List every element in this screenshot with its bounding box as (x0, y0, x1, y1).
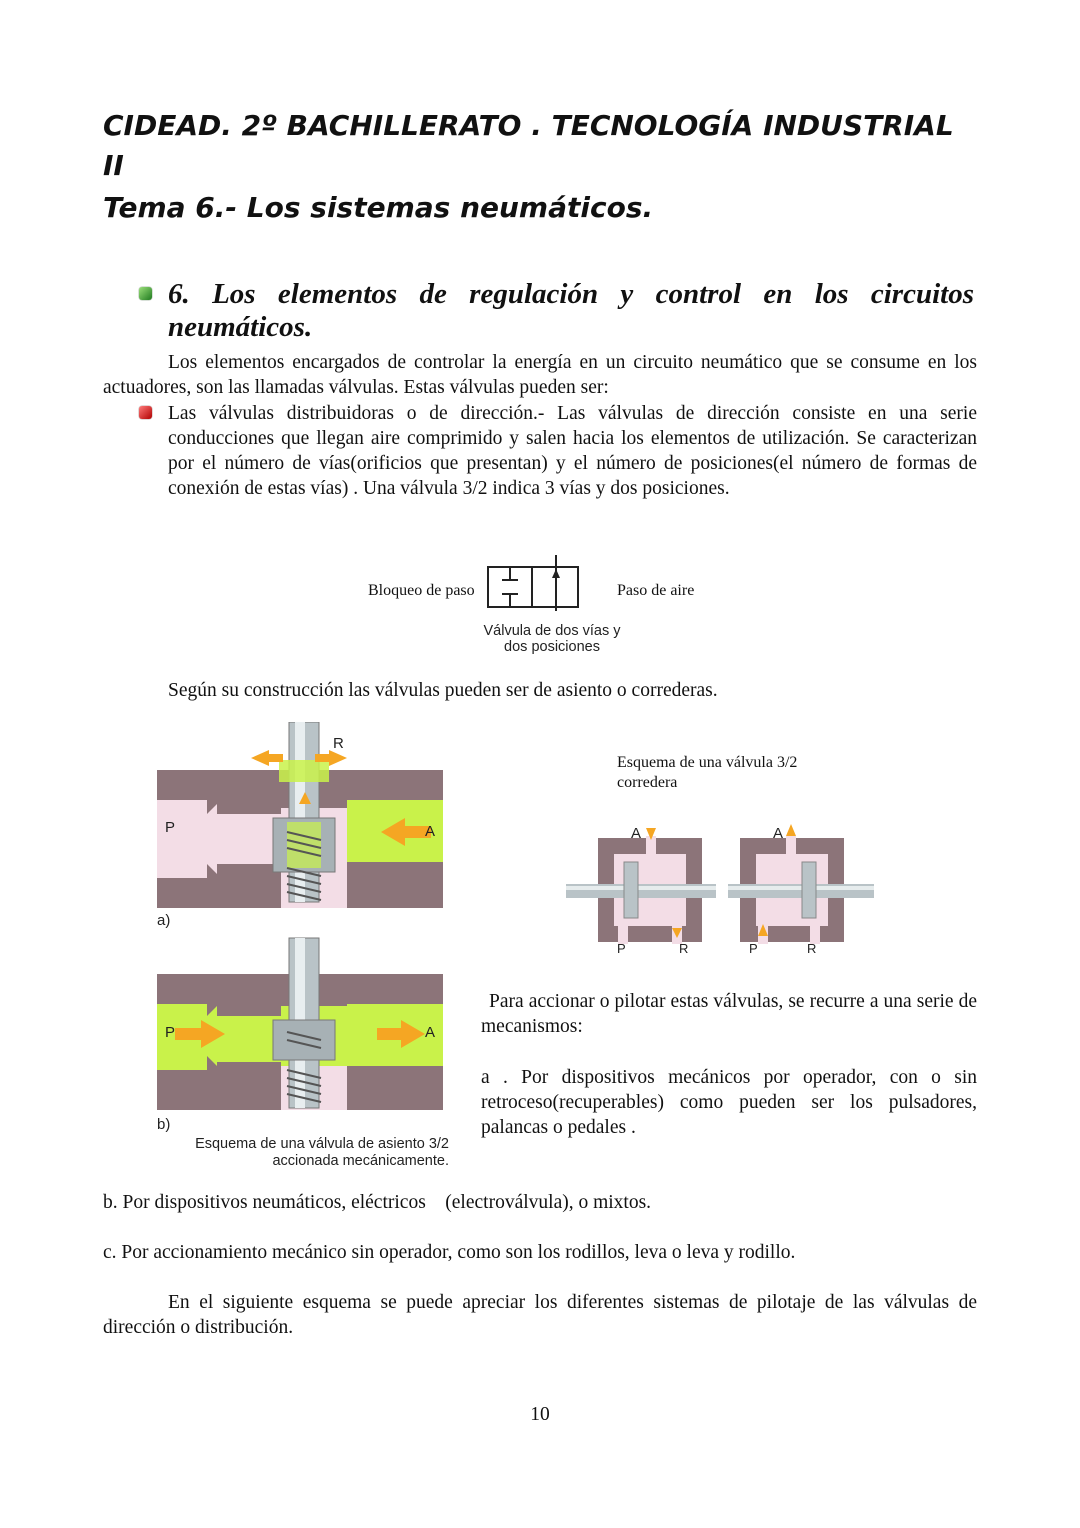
red-bullet-icon (139, 406, 152, 419)
closing-paragraph: En el siguiente esquema se puede apreciar los diferentes sistemas de pilotaje de las válvulas de dirección o distribución. (103, 1292, 977, 1338)
slide-right-p: P (749, 941, 758, 956)
slide-valve-diagram (562, 818, 876, 948)
seat-valve-caption (193, 1136, 449, 1170)
option-b-paragraph: b. Por dispositivos neumáticos, eléctricos (electroválvula), o mixtos. (103, 1192, 652, 1213)
construction-paragraph: Según su construcción las válvulas pueden ser de asiento o correderas. (168, 680, 718, 701)
label-p-a: P (165, 819, 176, 836)
topic-title: Tema 6.- Los sistemas neumáticos. (103, 191, 654, 224)
option-c-paragraph: c. Por accionamiento mecánico sin operador, como son los rodillos, leva o leva y rodillo. (103, 1242, 796, 1263)
slide-left-r: R (679, 941, 689, 956)
slide-right-r: R (807, 941, 817, 956)
sub-label-a: a) (157, 912, 171, 929)
seat-valve-diagram-b (155, 936, 447, 1112)
actuation-paragraph: Para accionar o pilotar estas válvulas, se recurre a una serie de mecanismos: (481, 991, 977, 1037)
symbol-caption-line2: dos posiciones (504, 639, 600, 655)
slide-right-a: A (773, 825, 784, 842)
slide-valve-caption-line1: Esquema de una válvula 3/2 (617, 754, 798, 771)
symbol-left-label: Bloqueo de paso (368, 582, 475, 599)
document-header-line1: CIDEAD. 2º BACHILLERATO . TECNOLOGÍA INDUSTRIAL (103, 109, 954, 142)
symbol-caption (466, 623, 638, 655)
slide-valve-caption-line2: corredera (617, 774, 678, 791)
option-a-paragraph: a . Por dispositivos mecánicos por operador, con o sin retroceso(recuperables) como pueden ser los pulsadores, palancas o pedales . (481, 1067, 977, 1138)
slide-left-a: A (631, 825, 642, 842)
slide-valve-caption (617, 753, 797, 793)
seat-valve-caption-line1: Esquema de una válvula de asiento 3/2 (195, 1136, 449, 1152)
label-a-b: A (425, 1024, 436, 1041)
valve-direction-paragraph: Las válvulas distribuidoras o de dirección.- Las válvulas de dirección consiste en una serie conducciones que llegan aire comprimido y salen hacia los elementos de utilización. Se caracterizan por el número de vías(orificios que presentan) y el número de posiciones(el número de formas de conexión de estas vías) . Una válvula 3/2 indica 3 vías y dos posiciones. (168, 403, 977, 499)
page-number: 10 (530, 1404, 550, 1425)
slide-left-p: P (617, 941, 626, 956)
label-r-top: R (333, 735, 344, 752)
seat-valve-diagram-a (155, 722, 447, 912)
label-p-b: P (165, 1024, 176, 1041)
label-a-a: A (425, 823, 436, 840)
seat-valve-caption-line2: accionada mecánicamente. (272, 1153, 449, 1169)
symbol-caption-line1: Válvula de dos vías y (483, 623, 621, 639)
sub-label-b: b) (157, 1116, 171, 1133)
two-way-valve-symbol (486, 553, 582, 613)
symbol-right-label: Paso de aire (617, 582, 695, 599)
document-header-line2: II (103, 149, 124, 182)
intro-paragraph: Los elementos encargados de controlar la energía en un circuito neumático que se consume en los actuadores, son las llamadas válvulas. Estas válvulas pueden ser: (103, 352, 977, 398)
green-bullet-icon (139, 287, 152, 300)
section-title: 6. Los elementos de regulación y control en los circuitos neumáticos. (168, 278, 974, 343)
